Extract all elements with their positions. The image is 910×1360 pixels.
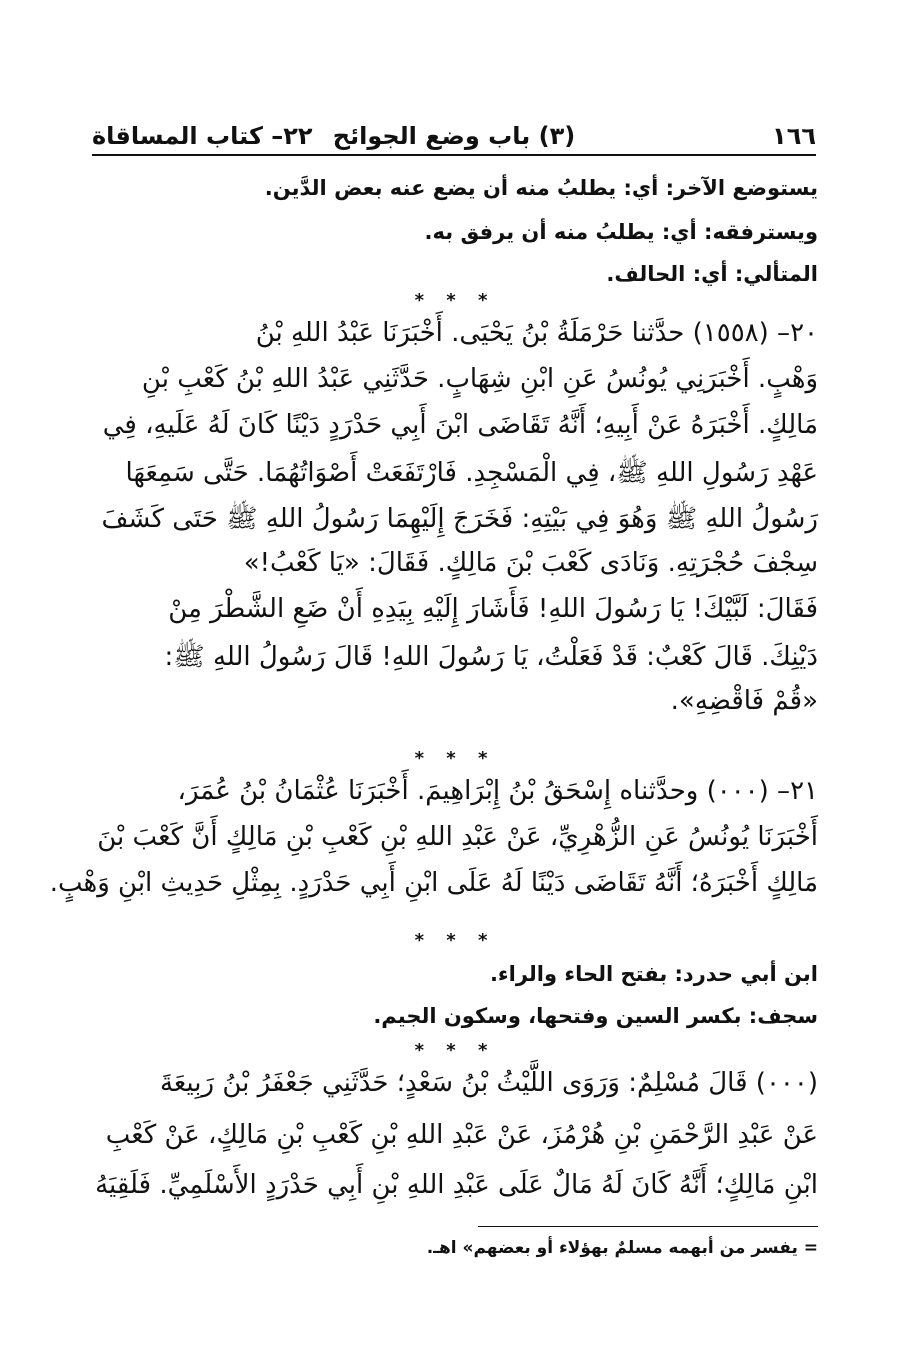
- page-number: ١٦٦: [772, 122, 816, 150]
- chapter-title: (٣) باب وضع الجوائح: [332, 122, 576, 150]
- hadith-line: عَهْدِ رَسُولِ اللهِ ﷺ، فِي الْمَسْجِدِ. فَارْتَفَعَتْ أَصْوَاتُهُمَا. حَتَّى سَمِعَهَا: [125, 458, 818, 488]
- hadith-line: رَسُولُ اللهِ ﷺ وَهُوَ فِي بَيْتِهِ: فَخَرَجَ إِلَيْهِمَا رَسُولُ اللهِ ﷺ حَتَى كَشَفَ: [101, 504, 818, 534]
- hadith-line: ٢٠– (١٥٥٨) حدَّثنا حَرْمَلَةُ بْنُ يَحْيَى. أَخْبَرَنَا عَبْدُ اللهِ بْنُ: [255, 318, 818, 348]
- hadith-line: (٠٠٠) قَالَ مُسْلِمٌ: وَرَوَى اللَّيْثُ بْنُ سَعْدٍ؛ حَدَّثَنِي جَعْفَرُ بْنُ رَبِيعَةَ: [159, 1068, 818, 1098]
- glossary-line: سجف: بكسر السين وفتحها، وسكون الجيم.: [373, 1004, 818, 1028]
- hadith-line: وَهْبٍ. أَخْبَرَنِي يُونُسُ عَنِ ابْنِ شِهَابٍ. حَدَّثَنِي عَبْدُ اللهِ بْنُ كَعْبِ بْنِ: [141, 364, 818, 394]
- footnote-divider: [478, 1226, 818, 1227]
- section-separator: * * *: [414, 748, 496, 769]
- hadith-line: أَخْبَرَنَا يُونُسُ عَنِ الزُّهْرِيِّ، عَنْ عَبْدِ اللهِ بْنِ كَعْبِ بْنِ مَالِكٍ أَنَّ كَعْبَ بْنَ: [97, 822, 818, 852]
- glossary-line: ابن أبي حدرد: بفتح الحاء والراء.: [489, 962, 818, 986]
- glossary-line: ويسترفقه: أي: يطلبُ منه أن يرفق به.: [424, 220, 818, 244]
- footnote: = يفسر من أبهمه مسلمٌ بهؤلاء أو بعضهم» اهـ.: [426, 1238, 818, 1258]
- hadith-line: مَالِكٍ أَخْبَرَهُ؛ أَنَّهُ تَقَاضَى دَيْنًا لَهُ عَلَى ابْنِ أَبِي حَدْرَدٍ. بِمِثْلِ حَدِيثِ ابْنِ وَهْبٍ.: [49, 868, 818, 898]
- hadith-line: «قُمْ فَاقْضِهِ».: [670, 686, 818, 716]
- section-separator: * * *: [414, 1040, 496, 1061]
- hadith-line: ابْنِ مَالِكٍ؛ أَنَّهُ كَانَ لَهُ مَالٌ عَلَى عَبْدِ اللهِ بْنِ أَبِي حَدْرَدٍ الأَسْلَمِيِّ. فَلَقِيَهُ: [95, 1170, 818, 1200]
- glossary-line: يستوضع الآخر: أي: يطلبُ منه أن يضع عنه بعض الدَّين.: [264, 176, 818, 200]
- hadith-line: سِجْفَ حُجْرَتِهِ. وَنَادَى كَعْبَ بْنَ مَالِكٍ. فَقَالَ: «يَا كَعْبُ!»: [243, 548, 818, 578]
- book-title: ٢٢– كتاب المساقاة: [92, 122, 313, 150]
- page-header: [92, 118, 816, 156]
- hadith-line: عَنْ عَبْدِ الرَّحْمَنِ بْنِ هُرْمُزَ، عَنْ عَبْدِ اللهِ بْنِ كَعْبِ بْنِ مَالِكٍ، عَنْ كَعْبِ: [105, 1120, 818, 1150]
- section-separator: * * *: [414, 290, 496, 311]
- hadith-line: فَقَالَ: لَبَّيْكَ! يَا رَسُولَ اللهِ! فَأَشَارَ إِلَيْهِ بِيَدِهِ أَنْ ضَعِ الشَّطْرَ مِنْ: [168, 594, 818, 624]
- hadith-line: دَيْنِكَ. قَالَ كَعْبٌ: قَدْ فَعَلْتُ، يَا رَسُولَ اللهِ! قَالَ رَسُولُ اللهِ ﷺ:: [164, 642, 818, 672]
- hadith-line: مَالِكٍ. أَخْبَرَهُ عَنْ أَبِيهِ؛ أَنَّهُ تَقَاضَى ابْنَ أَبِي حَدْرَدٍ دَيْنًا كَانَ لَهُ عَلَيهِ، فِي: [102, 410, 818, 440]
- section-separator: * * *: [414, 930, 496, 951]
- hadith-line: ٢١– (٠٠٠) وحدَّثناه إِسْحَقُ بْنُ إِبْرَاهِيمَ. أَخْبَرَنَا عُثْمَانُ بْنُ عُمَرَ،: [177, 776, 818, 806]
- glossary-line: المتألي: أي: الحالف.: [606, 262, 818, 286]
